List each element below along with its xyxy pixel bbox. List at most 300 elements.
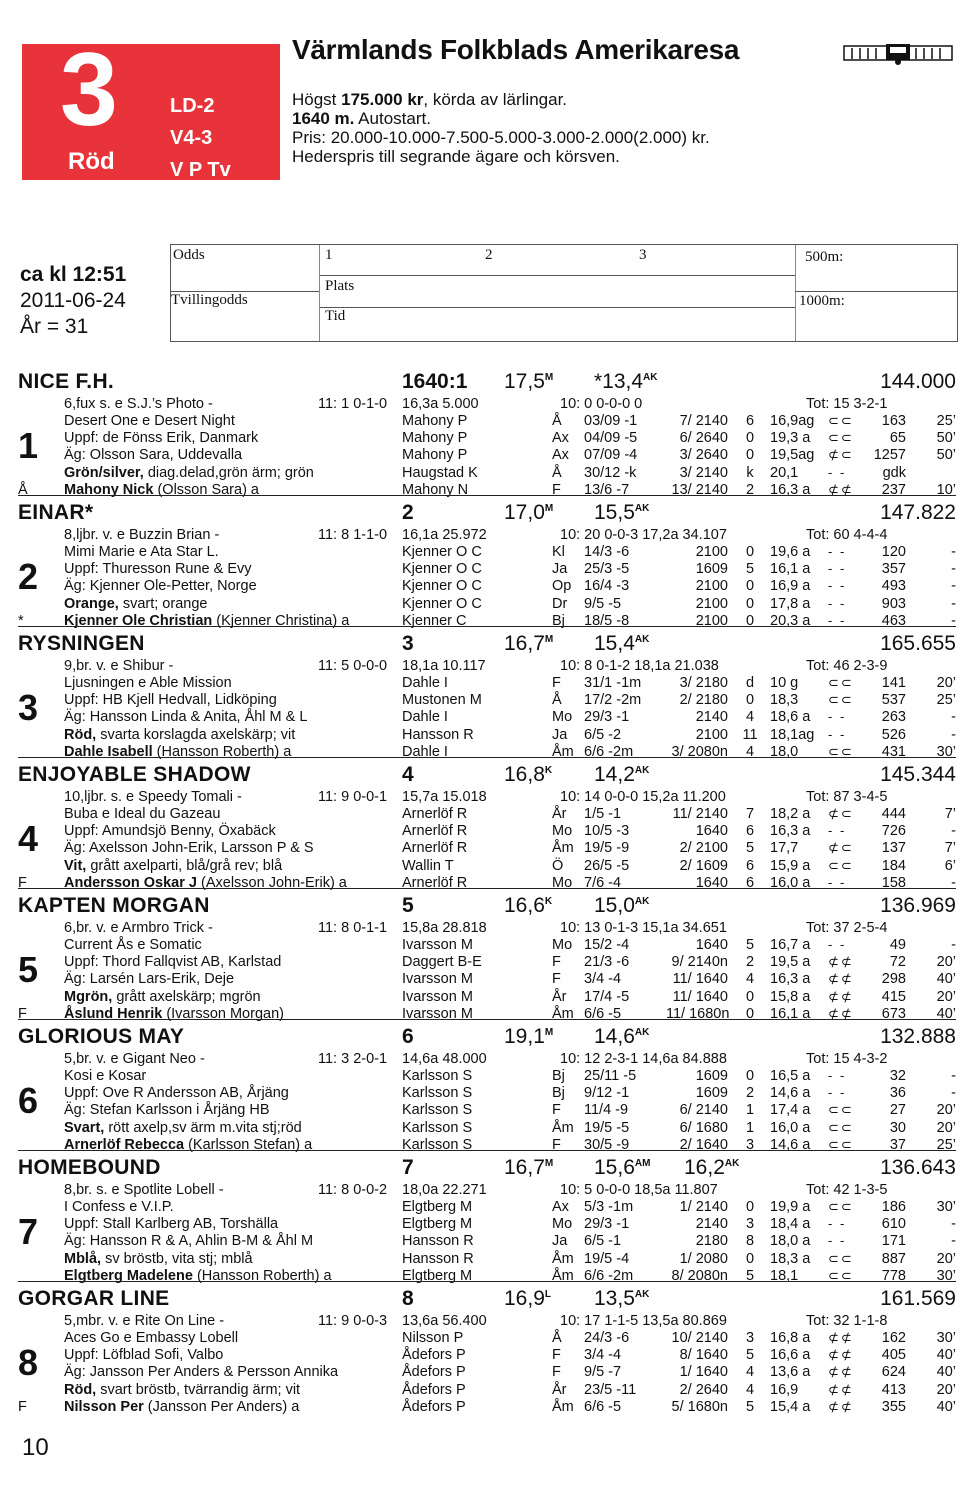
horse-info: 5,br. v. e Gigant Neo -	[64, 1051, 205, 1067]
start-spot: 0	[745, 1005, 755, 1022]
track: Mo	[552, 874, 573, 891]
detail-bold: Orange,	[64, 595, 119, 612]
record-2	[594, 370, 658, 394]
odds-value: $17,5^M$	[504, 370, 554, 393]
race-date: 26/5 -5	[584, 857, 630, 874]
race-date: 19/5 -5	[584, 1119, 630, 1136]
km-time: 17,7	[770, 840, 799, 857]
prize: -	[951, 823, 956, 840]
odds-value: $15,5^{AK}$	[594, 501, 650, 524]
record-2	[594, 501, 649, 525]
odds: 405	[881, 1347, 906, 1364]
start-spot: 0	[745, 1199, 755, 1215]
start-position: 7	[402, 1156, 414, 1179]
driver: Mahony P	[402, 413, 468, 429]
track: Åm	[552, 1119, 574, 1136]
prize: -	[951, 1233, 956, 1250]
odds-label: Odds	[173, 247, 205, 263]
horse-detail	[64, 430, 258, 446]
start-position: 6	[402, 1025, 414, 1048]
km-time: 19,5 a	[770, 954, 811, 971]
detail-text: Uppf: Löfblad Sofi, Valbo	[64, 1347, 224, 1364]
start-spot: 6	[745, 413, 755, 429]
detail-text: (Kjenner Christina) a	[212, 612, 350, 629]
km-time: 19,3 a	[770, 430, 811, 447]
horse-number: 6	[18, 1080, 39, 1121]
horse-detail	[64, 971, 234, 987]
record-1	[504, 1287, 551, 1311]
detail-bold: Grön/silver,	[64, 464, 144, 481]
place-label: Plats	[325, 278, 355, 294]
shoe-icon: ⊄⊄	[828, 1364, 854, 1380]
shoe-icon: ⊄⊂	[828, 840, 854, 856]
driver: Ivarsson M	[402, 971, 473, 988]
shoe-icon: ⊂⊂	[828, 1199, 854, 1214]
detail-text: grått axelskärp; mgrön	[112, 988, 261, 1005]
place-2-label: 2	[485, 247, 493, 263]
horse-name: KAPTEN MORGAN	[18, 894, 210, 917]
shoe-icon: - -	[828, 709, 847, 725]
track: F	[552, 1347, 561, 1364]
record-1	[504, 763, 552, 787]
km-time: 15,4 a	[770, 1398, 811, 1415]
text: 175.000 kr	[341, 90, 424, 109]
stats-2011: 11: 9 0-0-3	[318, 1313, 388, 1329]
odds-value: $17,0^M$	[504, 501, 554, 524]
odds-value: $16,6^K$	[504, 894, 553, 917]
race-date: 19/5 -9	[584, 840, 630, 857]
detail-text: Äg: Larsén Lars-Erik, Deje	[64, 971, 235, 988]
place-1-label: 1	[325, 247, 333, 263]
race-distance	[292, 109, 431, 128]
stats-2011: 11: 5 0-0-0	[318, 658, 388, 674]
driver: Daggert B-E	[402, 954, 482, 971]
shoe-icon: ⊄⊄	[828, 1381, 854, 1397]
track: Ax	[552, 430, 569, 447]
odds: 493	[881, 578, 906, 595]
detail-text: (Ivarsson Morgan)	[162, 1005, 284, 1022]
odds: 415	[881, 988, 906, 1005]
start-spot: k	[746, 464, 754, 481]
odds: 726	[881, 823, 906, 840]
odds: 357	[881, 561, 906, 578]
driver: Nilsson P	[402, 1330, 464, 1346]
prize: 20’	[936, 1250, 956, 1267]
odds-code: AK	[634, 765, 650, 776]
detail-bold: Åslund Henrik	[64, 1005, 163, 1022]
km-time: 16,9ag	[770, 413, 815, 429]
race-date: 03/09 -1	[584, 413, 638, 429]
prize: -	[951, 612, 956, 629]
record-1	[504, 1025, 553, 1049]
odds: 444	[881, 806, 906, 822]
start-spot: 3	[745, 1330, 755, 1346]
race-date: 9/5 -7	[584, 1364, 622, 1381]
shoe-icon: ⊄⊄	[828, 1347, 854, 1363]
track: Ja	[552, 561, 568, 578]
odds: 171	[881, 1233, 906, 1250]
prize: -	[951, 1085, 956, 1102]
driver: Arnerlöf R	[402, 840, 468, 857]
start-spot: 4	[745, 1381, 755, 1398]
time-label: Tid	[325, 308, 346, 324]
start-spot: 2	[745, 954, 755, 971]
placing-distance: 10/ 2140	[671, 1330, 728, 1346]
detail-text: Äg: Hansson R & A, Ahlin B-M & Åhl M	[64, 1233, 314, 1250]
km-time: 14,6 a	[770, 1136, 811, 1153]
detail-bold: Mblå,	[64, 1250, 102, 1267]
shoe-icon: ⊂⊂	[828, 430, 854, 446]
placing-distance: 6/ 2640	[679, 430, 728, 447]
record-3	[684, 1156, 739, 1180]
prize: 25’	[936, 413, 956, 429]
prize: 6’	[944, 857, 956, 874]
start-spot: 11	[742, 726, 758, 743]
prize: 40’	[936, 1347, 956, 1364]
km-time: 18,1ag	[770, 726, 815, 743]
odds: 355	[881, 1398, 906, 1415]
driver: Mahony P	[402, 447, 468, 464]
race-date: 13/6 -7	[584, 481, 630, 498]
twin-odds-label: Tvillingodds	[171, 292, 248, 308]
km-time: 16,9	[770, 1381, 799, 1398]
odds-value: $16,7^M$	[504, 1156, 554, 1179]
stats-2010: 10: 12 2-3-1 14,6a 84.888	[560, 1051, 727, 1067]
horse-detail	[64, 413, 235, 429]
start-time-block	[20, 262, 126, 340]
km-time: 20,1	[770, 464, 799, 481]
track: År	[552, 988, 567, 1005]
horse-detail	[64, 989, 261, 1005]
detail-text: Aces Go e Embassy Lobell	[64, 1330, 239, 1346]
driver: Elgtberg M	[402, 1216, 473, 1233]
detail-text: Äg: Jansson Per Anders & Persson Annika	[64, 1364, 339, 1381]
odds-code: AK	[634, 1289, 650, 1300]
shoe-icon: - -	[828, 544, 847, 559]
detail-bold: Kjenner Ole Christian	[64, 612, 213, 629]
track: F	[552, 971, 561, 988]
track: Åm	[552, 840, 574, 857]
stats-2011-record: 14,6a 48.000	[402, 1051, 487, 1067]
track: Kl	[552, 544, 565, 560]
500m-label: 500m:	[805, 249, 844, 265]
placing-distance: 2/ 2640	[679, 1381, 728, 1398]
odds: 36	[889, 1085, 906, 1102]
horse-detail	[64, 465, 314, 481]
odds-value: $13,5^{AK}$	[594, 1287, 650, 1310]
track: Åm	[552, 1005, 574, 1022]
race-date: 3/4 -4	[584, 971, 622, 988]
driver: Kjenner O C	[402, 561, 482, 578]
prize: -	[951, 874, 956, 891]
prize: 20’	[936, 954, 956, 971]
stats-2010: 10: 17 1-1-5 13,5a 80.869	[560, 1313, 727, 1329]
odds-code: M	[544, 372, 554, 383]
horse-number: 1	[18, 425, 39, 466]
race-date: 29/3 -1	[584, 709, 630, 726]
prize: -	[951, 1068, 956, 1084]
track: Mo	[552, 709, 573, 726]
start-spot: 0	[745, 1068, 755, 1084]
prize: 40’	[936, 1398, 956, 1415]
divider	[795, 291, 957, 292]
start-spot: 0	[745, 988, 755, 1005]
shoe-icon: - -	[828, 1233, 847, 1249]
km-time: 19,5ag	[770, 447, 815, 464]
track: Å	[552, 1330, 562, 1346]
horse-number: 4	[18, 818, 39, 859]
track: År	[552, 806, 567, 822]
detail-bold: Mahony Nick	[64, 481, 154, 498]
shoe-icon: ⊄⊄	[828, 971, 854, 987]
race-codes	[170, 90, 231, 186]
earnings: 145.344	[880, 763, 956, 786]
prize: 25’	[936, 1136, 956, 1153]
odds-code: M	[544, 634, 554, 645]
placing-distance: 3/ 2140	[679, 464, 728, 481]
odds: 237	[881, 481, 906, 498]
detail-text: Äg: Stefan Karlsson i Årjäng HB	[64, 1102, 270, 1119]
odds-value: $*13,4^{AK}$	[594, 370, 658, 393]
odds-value: $16,7^M$	[504, 632, 554, 655]
odds: 27	[889, 1102, 906, 1119]
race-date: 3/4 -4	[584, 1347, 622, 1364]
prize: -	[951, 726, 956, 743]
placing-distance: 9/ 2140n	[671, 954, 728, 971]
placing-distance: 2100	[695, 578, 728, 595]
start-spot: 5	[745, 1347, 755, 1364]
race-date: 6/5 -2	[584, 726, 622, 743]
stats-2010: 10: 14 0-0-0 15,2a 11.200	[560, 789, 726, 805]
stats-2010: 10: 20 0-0-3 17,2a 34.107	[560, 527, 727, 543]
odds-code: AM	[634, 1158, 651, 1169]
horse-detail	[64, 858, 282, 874]
driver: Hansson R	[402, 1233, 474, 1250]
shoe-icon: - -	[828, 578, 847, 594]
detail-text: Mimi Marie e Ata Star L.	[64, 544, 219, 560]
record-2	[594, 1156, 650, 1180]
stats-total: Tot: 32 1-1-8	[806, 1313, 888, 1329]
detail-text: Ljusningen e Able Mission	[64, 675, 232, 691]
driver: Elgtberg M	[402, 1267, 473, 1284]
start-position: 4	[402, 763, 414, 786]
detail-text: Uppf: HB Kjell Hedvall, Lidköping	[64, 692, 277, 709]
placing-distance: 6/ 1680	[679, 1119, 728, 1136]
horse-detail	[64, 1330, 238, 1346]
placing-distance: 2/ 2100	[679, 840, 728, 857]
earnings: 136.643	[880, 1156, 956, 1179]
odds-value: $15,4^{AK}$	[594, 632, 650, 655]
detail-bold: Andersson Oskar J	[64, 874, 197, 891]
race-date: 1/5 -1	[584, 806, 622, 822]
odds: 158	[881, 874, 906, 891]
odds: 526	[881, 726, 906, 743]
shoe-icon: - -	[828, 1216, 847, 1232]
driver: Karlsson S	[402, 1136, 473, 1153]
prize: -	[951, 544, 956, 560]
start-spot: 0	[745, 578, 755, 595]
earnings: 161.569	[880, 1287, 956, 1310]
detail-text: sv bröstb, vita stj; mblå	[101, 1250, 253, 1267]
shoe-icon: ⊄⊄	[828, 1398, 854, 1414]
driver: Mustonen M	[402, 692, 482, 709]
start-position: 5	[402, 894, 414, 917]
record-2	[594, 1025, 649, 1049]
odds-value: $16,8^K$	[504, 763, 553, 786]
horse-detail	[64, 1382, 300, 1398]
horse-info: 10,ljbr. s. e Speedy Tomali -	[64, 789, 242, 805]
shoe-icon: ⊂⊂	[828, 1267, 854, 1283]
odds-code: AK	[634, 503, 650, 514]
detail-text: (Olsson Sara) a	[153, 481, 260, 498]
race-date: 6/6 -5	[584, 1398, 622, 1415]
divider	[18, 1281, 956, 1282]
track: Ax	[552, 1199, 569, 1215]
horse-info: 8,ljbr. v. e Buzzin Brian -	[64, 527, 220, 543]
start-spot: 4	[745, 743, 755, 760]
race-date: 25/11 -5	[584, 1068, 637, 1084]
detail-text: (Jansson Per Anders) a	[143, 1398, 300, 1415]
odds: 184	[881, 857, 906, 874]
odds: 30	[889, 1119, 906, 1136]
start-spot: 6	[745, 874, 755, 891]
horse-number: 7	[18, 1211, 39, 1252]
detail-text: Uppf: Thuresson Rune & Evy	[64, 561, 252, 578]
horse-info: 9,br. v. e Shibur -	[64, 658, 174, 674]
stats-total: Tot: 15 3-2-1	[806, 396, 888, 412]
detail-bold: Elgtberg Madelene	[64, 1267, 193, 1284]
odds: 186	[881, 1199, 906, 1215]
start-spot: 2	[745, 481, 755, 498]
detail-text: Uppf: Ove R Andersson AB, Årjäng	[64, 1085, 289, 1102]
earnings: 147.822	[880, 501, 956, 524]
stats-2011-record: 18,1a 10.117	[402, 658, 486, 674]
horse-name: GORGAR LINE	[18, 1287, 170, 1310]
shoe-icon: - -	[828, 464, 847, 480]
text: Autostart.	[354, 109, 431, 128]
km-time: 18,0	[770, 743, 799, 760]
race-date: 5/3 -1m	[584, 1199, 634, 1215]
stats-2011-record: 16,1a 25.972	[402, 527, 487, 543]
prize: 20’	[936, 1381, 956, 1398]
placing-distance: 2140	[695, 1216, 728, 1233]
detail-bold: Mgrön,	[64, 988, 113, 1005]
shoe-symbol: F	[18, 875, 27, 891]
driver: Ådefors P	[402, 1381, 466, 1398]
earnings: 165.655	[880, 632, 956, 655]
start-spot: 3	[745, 1216, 755, 1233]
detail-text: rött axelp,sv ärm m.vita stj;röd	[104, 1119, 302, 1136]
start-position: 1640:1	[402, 370, 468, 393]
track: Ja	[552, 726, 568, 743]
detail-text: svart; orange	[118, 595, 208, 612]
placing-distance: 2180	[695, 1233, 728, 1250]
driver: Elgtberg M	[402, 1199, 473, 1215]
race-date: 19/5 -4	[584, 1250, 630, 1267]
race-date: 2011-06-24	[20, 289, 126, 312]
start-spot: 8	[745, 1233, 755, 1250]
km-time: 16,0 a	[770, 1119, 811, 1136]
start-spot: 0	[745, 612, 755, 629]
odds: 163	[881, 413, 906, 429]
driver: Arnerlöf R	[402, 874, 468, 891]
horse-detail	[64, 1251, 253, 1267]
race-date: 30/12 -k	[584, 464, 637, 481]
placing-distance: 1609	[695, 561, 728, 578]
km-time: 18,3 a	[770, 1250, 811, 1267]
shoe-icon: ⊂⊂	[828, 675, 854, 690]
stats-2011: 11: 3 2-0-1	[318, 1051, 388, 1067]
shoe-symbol: *	[18, 613, 24, 629]
shoe-icon: - -	[828, 823, 847, 839]
driver: Arnerlöf R	[402, 823, 468, 840]
driver: Dahle I	[402, 743, 448, 760]
prize: 10’	[936, 481, 956, 498]
start-spot: 2	[745, 1085, 755, 1102]
race-date: 7/6 -4	[584, 874, 622, 891]
detail-text: (Hansson Roberth) a	[152, 743, 292, 760]
placing-distance: 3/ 2080n	[671, 743, 728, 760]
race-number-box	[22, 32, 280, 181]
horse-name: NICE F.H.	[18, 370, 115, 393]
start-spot: 5	[745, 1267, 755, 1284]
odds-code: M	[544, 1027, 554, 1038]
track: Å	[552, 692, 562, 709]
start-spot: 4	[745, 971, 755, 988]
shoe-icon: - -	[828, 612, 847, 628]
record-1	[504, 632, 553, 656]
stats-2011-record: 15,8a 28.818	[402, 920, 487, 936]
placing-distance: 1609	[695, 1068, 728, 1084]
odds: gdk	[882, 464, 906, 481]
prize: -	[951, 709, 956, 726]
race-date: 24/3 -6	[584, 1330, 630, 1346]
odds: 537	[881, 692, 906, 709]
place-3-label: 3	[639, 247, 647, 263]
shoe-icon: ⊄⊂	[828, 806, 854, 821]
prize: 7’	[944, 840, 956, 857]
start-spot: 4	[745, 709, 755, 726]
detail-text: (Karlsson Stefan) a	[184, 1136, 313, 1153]
detail-bold: Arnerlöf Rebecca	[64, 1136, 185, 1153]
driver: Dahle I	[402, 675, 448, 691]
km-time: 16,1 a	[770, 561, 811, 578]
km-time: 16,3 a	[770, 971, 811, 988]
driver: Kjenner C	[402, 612, 467, 629]
odds-code: M	[544, 503, 554, 514]
odds: 49	[889, 937, 906, 953]
detail-text: (Axelsson John-Erik) a	[196, 874, 347, 891]
odds: 137	[881, 840, 906, 857]
shoe-icon: ⊄⊄	[828, 1005, 854, 1021]
divider	[319, 307, 795, 308]
odds-code: K	[544, 765, 553, 776]
track: F	[552, 675, 561, 691]
driver: Ivarsson M	[402, 1005, 473, 1022]
race-conditions	[292, 90, 567, 109]
track: Bj	[552, 1068, 565, 1084]
horse-detail	[64, 840, 314, 856]
km-time: 16,1 a	[770, 1005, 811, 1022]
horse-name: RYSNINGEN	[18, 632, 145, 655]
race-date: 04/09 -5	[584, 430, 638, 447]
km-time: 18,3	[770, 692, 799, 709]
shoe-icon: ⊂⊂	[828, 1102, 854, 1118]
detail-text: grått axelparti, blå/grå rev; blå	[86, 857, 283, 874]
race-date: 10/5 -3	[584, 823, 630, 840]
horse-detail	[64, 1199, 174, 1215]
horse-name: GLORIOUS MAY	[18, 1025, 185, 1048]
